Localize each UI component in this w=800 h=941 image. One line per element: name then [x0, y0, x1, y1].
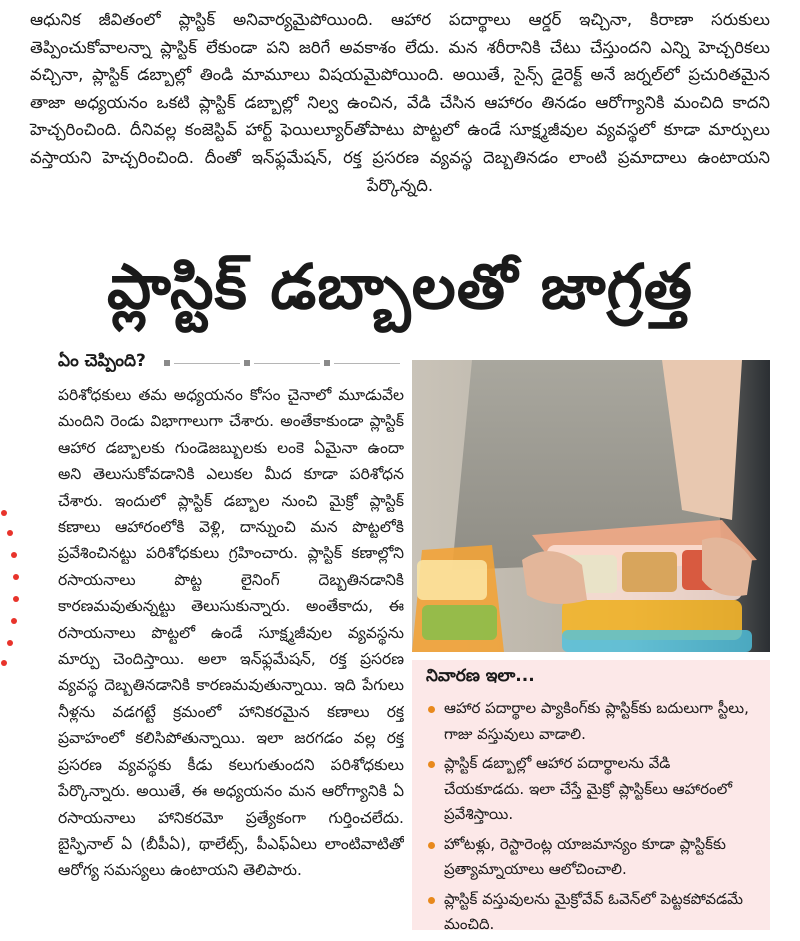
headline: ప్లాస్టిక్ డబ్బాలతో జాగ్రత్త	[106, 250, 694, 324]
rule-dot	[324, 360, 330, 366]
rule-dot	[164, 360, 170, 366]
remedy-item: ఆహార పదార్థాల ప్యాకింగ్‌కు ప్లాస్టిక్‌కు బదులుగా స్టీలు, గాజు వస్తువులు వాడాలి.	[426, 696, 754, 747]
intro-paragraph: ఆధునిక జీవితంలో ప్లాస్టిక్ అనివార్యమైపోయింది. ఆహార పదార్థాలు ఆర్డర్ ఇచ్చినా, కిరాణా సరుకులు తెప్పించుకోవాలన్నా ప్లాస్టిక్ లేకుండా పని జరిగే అవకాశం లేదు. మన శరీరానికి చేటు చేస్తుందని ఎన్ని హెచ్చరికలు వచ్చినా, ప్లాస్టిక్ డబ్బాల్లో తిండి మామూలు విషయమైపోయింది. అయితే, సైన్స్ డైరెక్ట్ అనే జర్నల్‌లో ప్రచురితమైన తాజా అధ్యయనం ఒకటి ప్లాస్టిక్ డబ్బాల్లో నిల్వ ఉంచిన, వేడి చేసిన ఆహారం తినడం ఆరోగ్యానికి మంచిది కాదని హెచ్చరించింది. దీనివల్ల కంజెస్టివ్ హార్ట్ ఫెయిల్యూర్‌తోపాటు పొట్టలో ఉండే సూక్ష్మజీవుల వ్యవస్థలో కూడా మార్పులు వస్తాయని హెచ్చరించింది. దీంతో ఇన్‌ఫ్లమేషన్, రక్త ప్రసరణ వ్యవస్థ దెబ్బతినడం లాంటి ప్రమాదాలు ఉంటాయని పేర్కొన్నది.	[30, 10, 770, 195]
remedy-list	[426, 696, 754, 938]
remedy-title: నివారణ ఇలా...	[426, 666, 535, 686]
bullet-dot-icon	[428, 842, 435, 849]
bullet-dot-icon	[428, 706, 435, 713]
remedy-item: ప్లాస్టిక్ డబ్బాల్లో ఆహార పదార్థాలను వేడి చేయకూడదు. ఇలా చేస్తే మైక్రో ప్లాస్టిక్‌లు ఆహారంలో ప్రవేశిస్తాయి.	[426, 751, 754, 828]
rule-dot	[244, 360, 250, 366]
section-rule	[164, 360, 404, 366]
section-text	[58, 382, 404, 927]
section-paragraph: పరిశోధకులు తమ అధ్యయనం కోసం చైనాలో మూడువేల మందిని రెండు విభాగాలుగా చేశారు. అంతేకాకుండా ప్లాస్టిక్ ఆహార డబ్బాలకు గుండెజబ్బులకు లంకె ఏమైనా ఉందా అని తెలుసుకోవడానికి ఎలుకల మీద కూడా పరిశోధన చేశారు. ఇందులో ప్లాస్టిక్ డబ్బాల నుంచి మైక్రో ప్లాస్టిక్ కణాలు ఆహారంలోకి వెళ్లి, దాన్నుంచి మన పొట్టలోకి ప్రవేశించినట్టు పరిశోధకులు గ్రహించారు. ప్లాస్టిక్ కణాల్లోని రసాయనాలు పొట్ట లైనింగ్ దెబ్బతినడానికి కారణమవుతున్నట్టు తెలుసుకున్నారు. అంతేకాదు, ఈ రసాయనాలు పొట్టలో ఉండే సూక్ష్మజీవుల వ్యవస్థను మార్పు చెందిస్తాయి. అలా ఇన్‌ఫ్లమేషన్, రక్త ప్రసరణ వ్యవస్థ దెబ్బతినడానికి కారణమవుతున్నాయి. ఇది పేగులు నీళ్లను వడగట్టే క్రమంలో హానికరమైన కణాలు రక్త ప్రవాహంలో కలిసిపోతున్నాయి. ఇలా జరగడం వల్ల రక్త ప్రసరణ వ్యవస్థకు కీడు కలుగుతుందని పరిశోధకులు పేర్కొన్నారు. అయితే, ఈ అధ్యయనం మన ఆరోగ్యానికి ఏ రసాయనాలు హానికరమో ప్రత్యేకంగా గుర్తించలేదు. బైస్ఫినాల్ ఏ (బీపీఏ), థాలేట్స్, పీఎఫ్‌ఏలు లాంటివాటితో ఆరోగ్య సమస్యలు ఉంటాయని తెలిపారు.	[58, 386, 404, 880]
decorative-dotted-arc	[0, 505, 24, 675]
bullet-dot-icon	[428, 761, 435, 768]
remedy-item: ప్లాస్టిక్ వస్తువులను మైక్రోవేవ్ ఓవెన్‌లో పెట్టకపోవడమే మంచిది.	[426, 887, 754, 938]
remedy-item: హోటళ్లు, రెస్టారెంట్ల యాజమాన్యం కూడా ప్లాస్టిక్‌కు ప్రత్యామ్నాయాలు ఆలోచించాలి.	[426, 832, 754, 883]
bullet-dot-icon	[428, 897, 435, 904]
article-body	[58, 350, 404, 930]
section-title: ఏం చెప్పింది?	[58, 351, 146, 371]
remedy-box	[412, 660, 770, 933]
photo-food-containers	[412, 360, 770, 652]
section-header	[58, 350, 404, 376]
